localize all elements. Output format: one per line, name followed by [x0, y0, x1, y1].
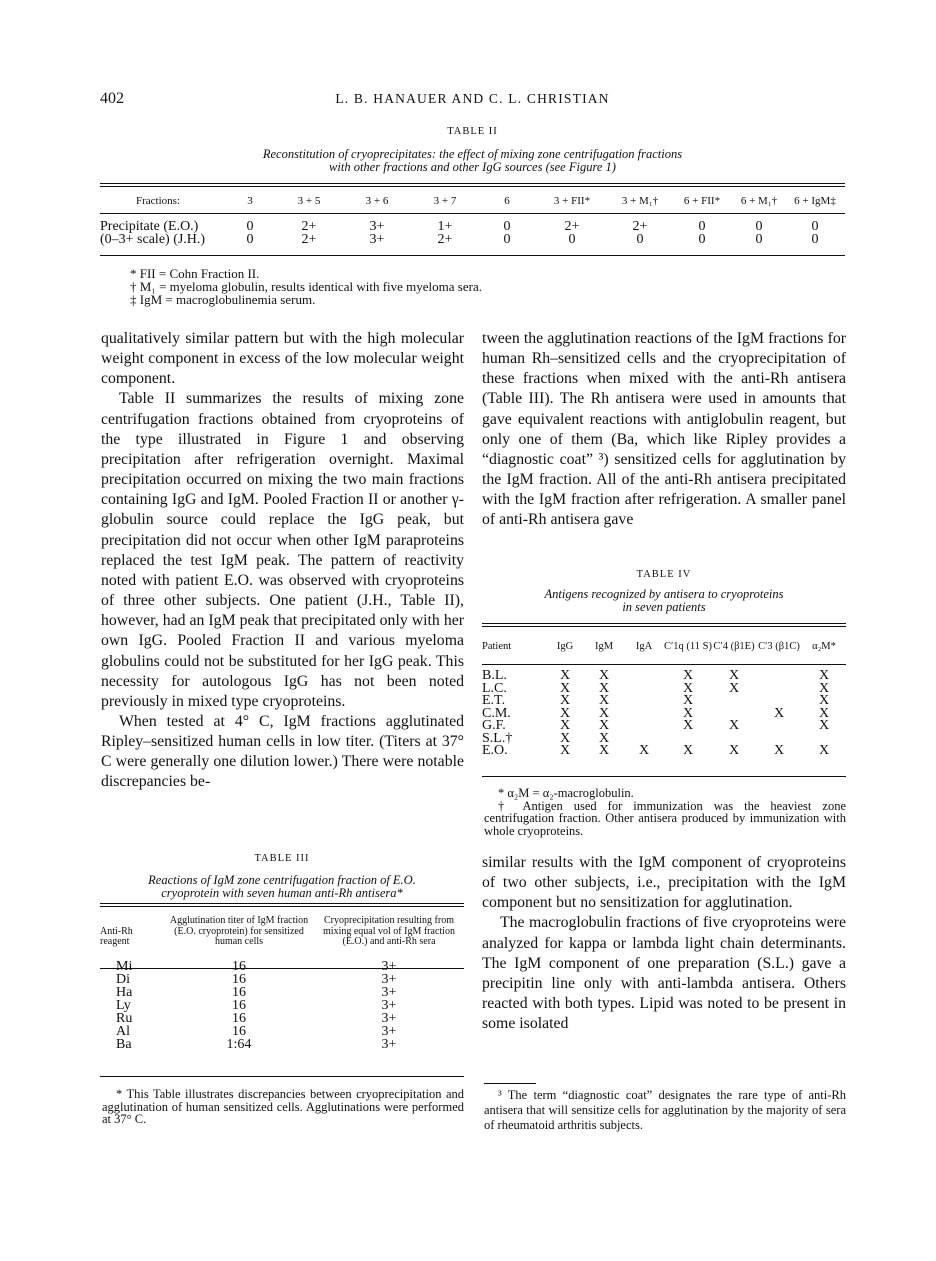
- table4-col-header: IgA: [635, 640, 653, 652]
- table4-caption-line2: in seven patients: [622, 600, 706, 614]
- table4-cell: X: [682, 668, 694, 683]
- table2-col-header: Fractions:: [136, 195, 180, 207]
- table4-bottom-rule: [482, 776, 846, 777]
- table3-cryo: 3+: [381, 1010, 397, 1026]
- table2-cell: 2+: [564, 219, 580, 234]
- table2-col-header: 6 + IgM‡: [794, 195, 836, 207]
- table3-cryo: 3+: [381, 958, 397, 974]
- table4-cell: X: [559, 693, 571, 708]
- table3-titer: 1:64: [226, 1036, 252, 1052]
- table2-cell: 0: [698, 232, 706, 247]
- table3-caption-line1: Reactions of IgM zone centrifugation fraction of E.O.: [148, 873, 416, 887]
- table4-label: TABLE IV: [636, 569, 692, 580]
- table4-top-rule: [482, 623, 846, 624]
- footnote: [484, 1088, 846, 1133]
- table3-reagent: Ly: [116, 997, 131, 1013]
- paragraph: The macroglobulin fractions of five cryoproteins were analyzed for kappa or lambda light chain determinants. The IgM component of one preparation (S.L.) gave a precipitin line only with anti-lambda antisera. Others reacted with both types. Lipid was noted to be present in some isolated: [482, 914, 846, 1033]
- table4-cell: X: [598, 693, 610, 708]
- table3: [100, 910, 464, 1051]
- table4-row: [482, 670, 846, 683]
- table4-cell: X: [598, 743, 610, 758]
- footnote-text: ³ The term “diagnostic coat” designates the rare type of anti-Rh antisera that will sensitize cells for agglutination by the majority of sera of rheumatoid arthritis subjects.: [484, 1088, 846, 1132]
- table4-caption: [482, 588, 846, 614]
- table4: [482, 632, 846, 758]
- table3-titer: 16: [232, 984, 246, 1000]
- table4-cell: X: [818, 693, 830, 708]
- table4-caption-line1: Antigens recognized by antisera to cryoproteins: [544, 587, 784, 601]
- table3-caption: [100, 874, 464, 900]
- page-number: 402: [100, 90, 124, 107]
- table3-reagent: Ru: [116, 1010, 133, 1026]
- table3-row: [100, 973, 464, 986]
- table4-cell: X: [728, 743, 740, 758]
- table2-note: † M₁ = myeloma globulin, results identical with five myeloma sera.: [130, 279, 482, 294]
- table3-reagent: Ha: [116, 984, 133, 1000]
- table2-col-header: 3 + 5: [297, 195, 321, 207]
- table2-row-label: Precipitate (E.O.): [100, 219, 199, 234]
- table2-row: [100, 233, 845, 246]
- table4-cell: X: [559, 668, 571, 683]
- table2-note: * FII = Cohn Fraction II.: [130, 266, 260, 281]
- table2-cell: 0: [811, 219, 819, 234]
- table3-bottom-rule: [100, 1076, 464, 1077]
- table3-cryo: 3+: [381, 984, 397, 1000]
- table4-col-header: C′3 (β1C): [758, 640, 800, 652]
- page-header: [100, 90, 845, 112]
- table3-row: [100, 1038, 464, 1051]
- table2-cell: 0: [503, 232, 511, 247]
- table4-row: [482, 708, 846, 721]
- table4-cell: [624, 720, 664, 733]
- table3-row: [100, 1025, 464, 1038]
- right-column-text-bottom: [482, 853, 846, 1034]
- paragraph: tween the agglutination reactions of the IgM fractions for human Rh–sensitized cells and the cryoprecipitation of these fractions when mixed with the anti-Rh antisera (Table III). The Rh antisera were used in amounts that gave equivalent reactions with antiglobulin reagent, but only one of them (Ba, which like Ripley provides a “diagnostic coat” ³) sensitized cells for agglutination by the IgM fraction. All of the anti-Rh antisera precipitated with the IgM fraction after refrigeration. A smaller panel of anti-Rh antisera gave: [482, 330, 846, 529]
- paragraph: similar results with the IgM component of cryoproteins of two other subjects, i.e., precipitation with the IgM component but no sensitization for agglutination.: [482, 854, 846, 912]
- table4-cell: X: [638, 743, 650, 758]
- table2-caption-line2: with other fractions and other IgG sources (see Figure 1): [329, 160, 616, 174]
- table4-row: [482, 695, 846, 708]
- table4-cell: [712, 695, 756, 708]
- table2-cell: 0: [755, 232, 763, 247]
- table4-patient: E.T.: [482, 693, 506, 708]
- table2-cell: 3+: [369, 219, 385, 234]
- table4-cell: X: [818, 743, 830, 758]
- table4-cell: X: [818, 680, 830, 696]
- table4-col-header: C′4 (β1E): [713, 640, 755, 652]
- table3-titer: 16: [232, 1010, 246, 1026]
- table3-cryo: 3+: [381, 971, 397, 987]
- table2-col-header: 6 + M₁†: [740, 195, 778, 207]
- table2-cell: 0: [811, 232, 819, 247]
- paragraph: Table II summarizes the results of mixing zone centrifugation fractions obtained from cryoproteins of the type illustrated in Figure 1 and observing precipitation after refrigeration overnight. Maximal precipitation occurred on mixing the two main fractions containing IgG and IgM. Pooled Fraction II or another γ-globulin source could replace the IgG peak, but precipitation did not occur when other IgM paraproteins replaced the test IgM peak. The pattern of reactivity noted with patient E.O. was observed with cryoproteins of three other subjects. One patient (J.H., Table II), however, had an IgM peak that precipitated only with her own IgG. Pooled Fraction II and various myeloma globulins could not be substituted for her IgG peak. This necessity for autologous IgG has not been noted previously in mixed type cryoproteins.: [101, 390, 464, 710]
- table4-cell: X: [728, 680, 740, 696]
- running-head: L. B. HANAUER AND C. L. CHRISTIAN: [335, 91, 610, 106]
- table2-top-rule-2: [100, 186, 845, 187]
- paragraph: When tested at 4° C, IgM fractions agglutinated Ripley–sensitized human cells in low titer. (Titers at 37° C were generally one dilution lower.) There were notable discrepancies be-: [101, 712, 464, 791]
- table2-col-header: 6 + FII*: [683, 195, 721, 207]
- table3-top-rule-2: [100, 906, 464, 907]
- table2-header-row: [100, 190, 845, 212]
- table4-col-header: C′1q (11 S): [664, 640, 712, 652]
- table4-cell: X: [598, 718, 610, 733]
- table4-cell: X: [682, 680, 694, 696]
- table3-cryo: 3+: [381, 1023, 397, 1039]
- table3-note: * This Table illustrates discrepancies between cryoprecipitation and agglutination of human sensitized cells. Agglutinations were performed at 37° C.: [102, 1087, 464, 1126]
- table4-cell: X: [598, 730, 610, 746]
- table3-label: TABLE III: [254, 853, 310, 864]
- table2-caption: [200, 148, 745, 174]
- table4-notes: [484, 787, 846, 837]
- table4-row: [482, 733, 846, 746]
- table2-col-header: 3 + FII*: [553, 195, 591, 207]
- table2-label: TABLE II: [447, 126, 498, 137]
- table2-cell: 2+: [437, 232, 453, 247]
- table4-patient: C.M.: [482, 705, 511, 721]
- table2-cell: 3+: [369, 232, 385, 247]
- table3-titer: 16: [232, 971, 246, 987]
- table4-col-header: IgG: [556, 640, 574, 652]
- table4-cell: X: [559, 718, 571, 733]
- table3-row: [100, 960, 464, 973]
- table3-titer: 16: [232, 1023, 246, 1039]
- table4-cell: X: [559, 680, 571, 696]
- table4-cell: X: [728, 718, 740, 733]
- table2-top-rule: [100, 183, 845, 184]
- table2-cell: 0: [246, 232, 254, 247]
- table3-cryo: 3+: [381, 997, 397, 1013]
- table3-row: [100, 1012, 464, 1025]
- table4-cell: X: [559, 730, 571, 746]
- table3-header-row: [100, 910, 464, 952]
- table4-patient: S.L.†: [482, 730, 513, 746]
- table4-row: [482, 683, 846, 696]
- table4-patient: G.F.: [482, 718, 506, 733]
- table2: [100, 190, 845, 246]
- table4-col-header: IgM: [594, 640, 614, 652]
- table2-cell: 0: [636, 232, 644, 247]
- table2-note: ‡ IgM = macroglobulinemia serum.: [130, 292, 316, 307]
- table4-patient: B.L.: [482, 668, 507, 683]
- table4-patient: L.C.: [482, 680, 507, 696]
- table4-header-row: [482, 632, 846, 660]
- right-column-text-top: [482, 329, 846, 531]
- table3-row: [100, 986, 464, 999]
- table4-col-header: α₂M*: [812, 640, 836, 652]
- table4-cell: X: [682, 705, 694, 721]
- table3-reagent: Ba: [116, 1036, 132, 1052]
- table2-cell: 0: [755, 219, 763, 234]
- table2-cell: 0: [568, 232, 576, 247]
- table3-notes: [102, 1088, 464, 1126]
- footnote-rule: [484, 1083, 536, 1084]
- table4-top-rule-2: [482, 626, 846, 627]
- table4-cell: X: [682, 693, 694, 708]
- table2-notes: [130, 267, 730, 306]
- table2-row-label: (0–3+ scale) (J.H.): [100, 232, 206, 247]
- table2-bottom-rule: [100, 255, 845, 256]
- table4-cell: X: [728, 668, 740, 683]
- table4-cell: X: [773, 743, 785, 758]
- table4-note: * α₂M = α₂-macroglobulin.: [498, 786, 634, 800]
- table2-col-header: 3 + M₁†: [621, 195, 659, 207]
- paragraph: qualitatively similar pattern but with the high molecular weight component in excess of the low molecular weight component.: [101, 330, 464, 388]
- table4-cell: X: [818, 705, 830, 721]
- table4-cell: X: [818, 668, 830, 683]
- table2-cell: 2+: [301, 232, 317, 247]
- table4-cell: X: [682, 718, 694, 733]
- table2-col-header: 6: [504, 195, 510, 207]
- table4-note: † Antigen used for immunization was the heaviest zone centrifugation fraction. Other antisera produced by immunization with whole cryoproteins.: [484, 798, 846, 838]
- table3-cryo: 3+: [381, 1036, 397, 1052]
- table3-top-rule: [100, 903, 464, 904]
- table2-caption-line1: Reconstitution of cryoprecipitates: the effect of mixing zone centrifugation fractions: [262, 147, 683, 161]
- table3-titer: 16: [232, 997, 246, 1013]
- table4-patient: E.O.: [482, 743, 508, 758]
- table2-cell: 2+: [632, 219, 648, 234]
- table4-cell: [756, 670, 802, 683]
- table4-cell: X: [682, 743, 694, 758]
- table3-reagent: Di: [116, 971, 130, 987]
- table2-col-header: 3 + 6: [365, 195, 389, 207]
- table3-row: [100, 999, 464, 1012]
- table4-row: [482, 745, 846, 758]
- table4-cell: X: [598, 680, 610, 696]
- table3-titer: 16: [232, 958, 246, 974]
- table4-cell: X: [559, 705, 571, 721]
- table4-cell: X: [598, 705, 610, 721]
- table4-cell: [756, 720, 802, 733]
- table2-col-header: 3: [247, 195, 253, 207]
- table2-row: [100, 220, 845, 233]
- table2-cell: 0: [246, 219, 254, 234]
- table4-row: [482, 720, 846, 733]
- table4-cell: [624, 708, 664, 721]
- table3-reagent: Mi: [116, 958, 133, 974]
- table3-col-header: Agglutination titer of IgM fraction (E.O. cryoprotein) for sensitized human cells: [169, 915, 309, 947]
- table2-cell: 0: [698, 219, 706, 234]
- table4-cell: [624, 695, 664, 708]
- table3-reagent: Al: [116, 1023, 130, 1039]
- table4-cell: [624, 683, 664, 696]
- table2-cell: 0: [503, 219, 511, 234]
- table4-cell: X: [598, 668, 610, 683]
- table3-caption-line2: cryoprotein with seven human anti-Rh antisera*: [161, 886, 403, 900]
- table2-col-header: 3 + 7: [433, 195, 457, 207]
- table4-cell: [756, 683, 802, 696]
- left-column-text: [101, 329, 464, 793]
- table3-col-header: Anti-Rh reagent: [100, 925, 133, 947]
- table2-cell: 2+: [301, 219, 317, 234]
- table4-cell: [624, 670, 664, 683]
- table3-col-header: Cryoprecipitation resulting from mixing equal vol of IgM fraction (E.O.) and anti-Rh sera: [323, 915, 455, 947]
- table4-cell: X: [818, 718, 830, 733]
- table4-cell: X: [773, 705, 785, 721]
- table4-col-header: Patient: [482, 640, 512, 652]
- table4-cell: X: [559, 743, 571, 758]
- table2-cell: 1+: [437, 219, 453, 234]
